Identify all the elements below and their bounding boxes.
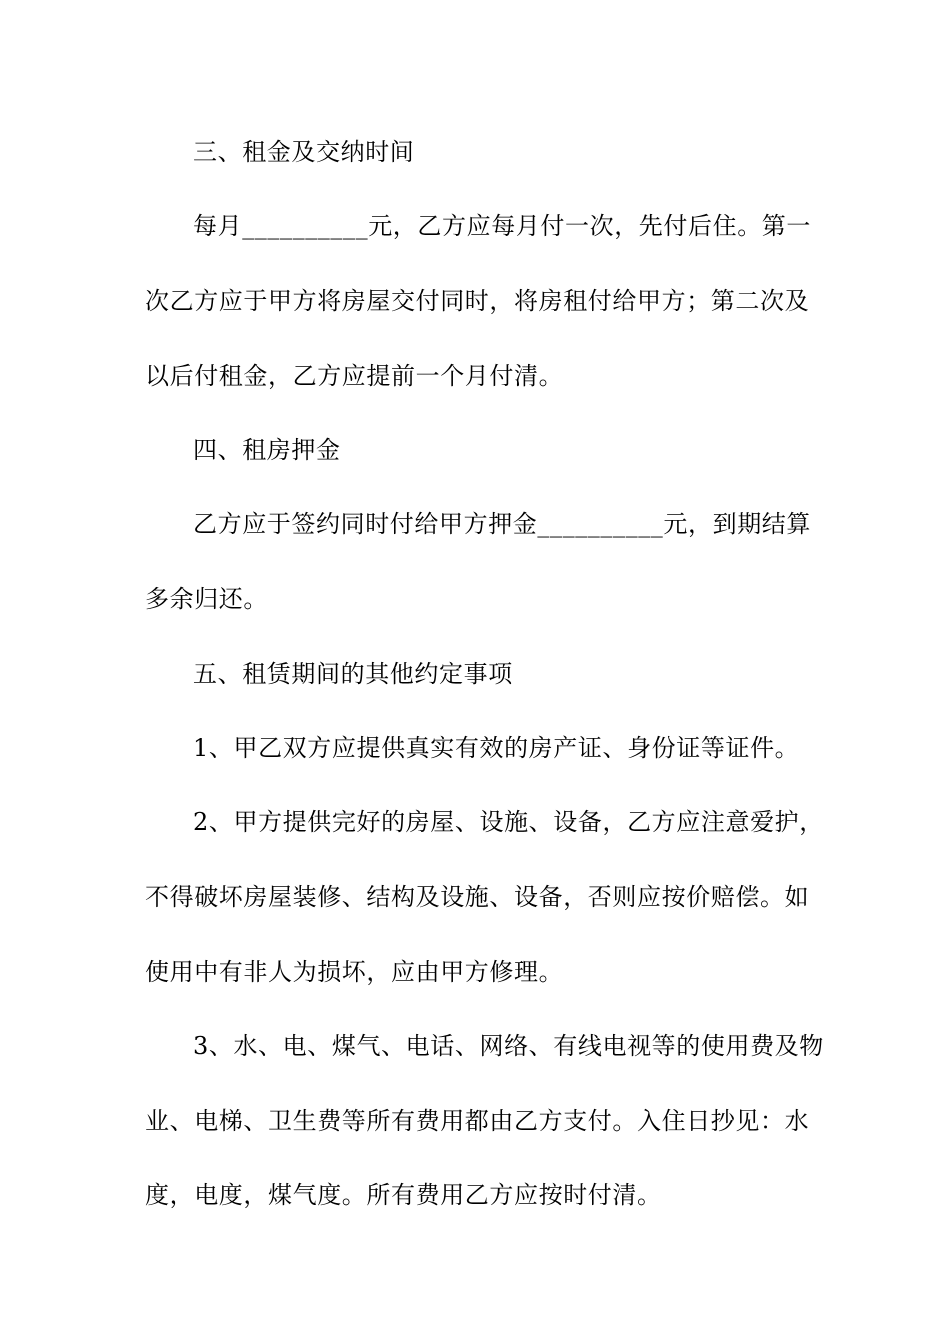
- paragraph-line: 多余归还。: [145, 585, 268, 613]
- section-heading-rent-payment: 三、租金及交纳时间: [193, 138, 415, 166]
- paragraph-line: 每月__________元，乙方应每月付一次，先付后住。第一: [193, 212, 811, 240]
- clause-item: 1、甲乙双方应提供真实有效的房产证、身份证等证件。: [193, 734, 800, 762]
- paragraph-line: 乙方应于签约同时付给甲方押金__________元，到期结算: [193, 510, 811, 538]
- clause-item: 3、水、电、煤气、电话、网络、有线电视等的使用费及物: [193, 1032, 824, 1060]
- paragraph-line: 不得破坏房屋装修、结构及设施、设备，否则应按价赔偿。如: [145, 883, 810, 911]
- paragraph-line: 度，电度，煤气度。所有费用乙方应按时付清。: [145, 1181, 662, 1209]
- paragraph-line: 业、电梯、卫生费等所有费用都由乙方支付。入住日抄见：水: [145, 1107, 810, 1135]
- section-heading-other-terms: 五、租赁期间的其他约定事项: [193, 660, 513, 688]
- section-heading-deposit: 四、租房押金: [193, 436, 341, 464]
- paragraph-line: 使用中有非人为损坏，应由甲方修理。: [145, 958, 564, 986]
- paragraph-line: 次乙方应于甲方将房屋交付同时，将房租付给甲方；第二次及: [145, 287, 810, 315]
- paragraph-line: 以后付租金，乙方应提前一个月付清。: [145, 362, 564, 390]
- clause-item: 2、甲方提供完好的房屋、设施、设备，乙方应注意爱护，: [193, 808, 824, 836]
